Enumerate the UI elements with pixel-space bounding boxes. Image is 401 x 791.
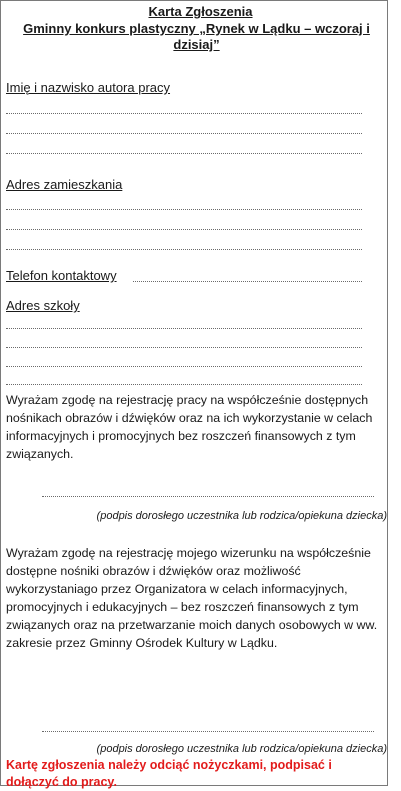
- cut-instructions-note: Kartę zgłoszenia należy odciąć nożyczkami, podpisać i dołączyć do pracy.: [6, 758, 332, 789]
- school-address-line-3[interactable]: [6, 366, 362, 367]
- work-consent-text: Wyrażam zgodę na rejestrację pracy na współcześnie dostępnych nośnikach obrazów i dźwięków oraz na ich wykorzystanie w celach informacyjnych i promocyjnych bez roszczeń finansowych z tym związanych.: [6, 393, 373, 461]
- signature-caption-1: (podpis dorosłego uczestnika lub rodzica/opiekuna dziecka): [96, 510, 387, 522]
- home-address-label: Adres zamieszkania: [6, 177, 123, 192]
- home-address-line-3[interactable]: [6, 249, 362, 250]
- home-address-line-2[interactable]: [6, 229, 362, 230]
- school-address-label: Adres szkoły: [6, 298, 80, 313]
- phone-line[interactable]: [133, 281, 362, 282]
- school-address-line-1[interactable]: [6, 328, 362, 329]
- image-consent-text: Wyrażam zgodę na rejestrację mojego wizerunku na współcześnie dostępne nośniki obrazów i dźwięków oraz możliwość wykorzystaniago przez Organizatora w celach informacyjnych, promocyjnych i edukacyjnych – bez roszczeń finansowych z tym związanych oraz na przetwarzanie moich danych osobowych w ww. zakresie przez Gminny Ośrodek Kultury w Lądku.: [6, 546, 378, 650]
- signature-line-2[interactable]: [42, 731, 374, 732]
- school-address-line-2[interactable]: [6, 347, 362, 348]
- school-address-line-4[interactable]: [6, 384, 362, 385]
- phone-label: Telefon kontaktowy: [6, 268, 117, 283]
- author-name-line-1[interactable]: [6, 113, 362, 114]
- signature-caption-2: (podpis dorosłego uczestnika lub rodzica/opiekuna dziecka): [96, 743, 387, 755]
- author-name-line-3[interactable]: [6, 153, 362, 154]
- author-name-label: Imię i nazwisko autora pracy: [6, 80, 171, 95]
- home-address-line-1[interactable]: [6, 209, 362, 210]
- contest-title: Gminny konkurs plastyczny „Rynek w Lądku – wczoraj i dzisiaj”: [23, 21, 370, 52]
- signature-line-1[interactable]: [42, 496, 374, 497]
- form-title: Karta Zgłoszenia: [148, 4, 253, 19]
- author-name-line-2[interactable]: [6, 133, 362, 134]
